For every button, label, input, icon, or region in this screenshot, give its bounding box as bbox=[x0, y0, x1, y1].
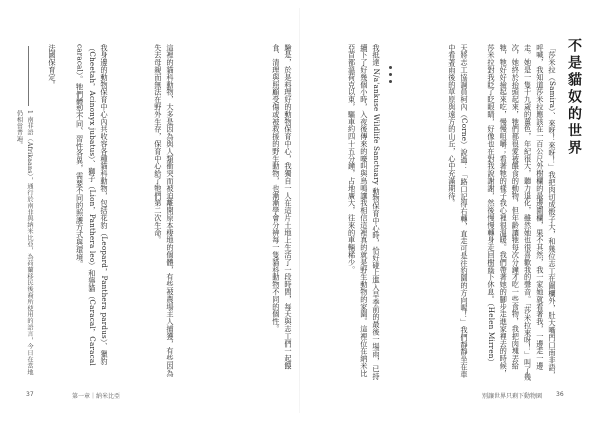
running-head: 別讓世界只剩下動物園 bbox=[482, 393, 543, 400]
paragraph: 我身邊的動物保育中心內共收容各種貓科動物，包括花豹（Leopard，Panthera pardus）、獵豹（Cheetah，Acinonyx jubatus）、獅子（Lion，Panthera leo）和獰貓（Caracal，Caracal caracal）。牠們體型不同、習性各異，需要不同的照護方式與環境。 bbox=[75, 44, 109, 366]
paragraph: 天將志工協調員柯內（Corne）說過：「路口記得右轉，直走可是往豹園的方向喔！」我們靜靜坐在車中看著雨後的草原與遠方的山丘，心中充滿期待。 bbox=[447, 44, 469, 378]
paragraph: 我抵達 N/a'ankuse Wildlife Sanctuary 動物保育中心時，恰好碰上進入旱季前的最後一場雨，已持續下了好幾個小時，入夜後傳來的嚎叫與鳥鳴讓我相信這裡真的就是野生動物的家園。這裡位在納米比亞首都溫荷克以東，驅車約四十五分鐘，占地廣大，往來的車輛稀少。 bbox=[347, 44, 381, 380]
gutter bbox=[299, 8, 300, 413]
paragraph: 「莎米拉（Samira）、來呀！來呀！」我把肉切成骰子大，和幾位志工在圍欄外，肚大嘴門口南非語，呼喊，我知道莎米拉應該在一百公尺外樹欄的最邊圍欄，果不其然，我一家她就看著我，一邊走一邊走。她是一隻十九歲的薑色，年紀很大，聽力退化，雖然她也很喜歡我的聲音。「莎米拉來呀！」叫了幾次，她終於抬頭起來，牠們都很愛被餵食的動物，但年齡讓牠每次分鐘才吃一些食物，我把肉塊丟給牠，牠好好撿起來吃，慢慢咀嚼；看著牠的樣子我心裡很溫暖。我們帶著她的腳步走進家裡去的時候，莎米拉對我眨了眨眼睛，好像也在對我說謝謝，然後慢慢轉身走回樹蔭下休息。（Helen Mirren） bbox=[486, 44, 557, 381]
chapter-title: 不是貓奴的世界 bbox=[566, 38, 582, 157]
page-number: 37 bbox=[26, 391, 34, 398]
footnote-rule bbox=[28, 46, 29, 106]
page-number: 36 bbox=[556, 391, 564, 398]
chapter-label: 第一章｜納米比亞 bbox=[72, 393, 121, 400]
footnote: 1 南非語（Afrikaans），通行於南非與納米比亞，為荷蘭移民後裔所使用的語言，今日在當地仍相當普遍。 bbox=[15, 110, 33, 376]
paragraph: 這裡的貓科動物，大多是因為與人類衝突而被迫離開原本棲地的個體，有些被農場主人捕獲，有些因為失去母親而無法在野外生存，保育中心給了牠們第二次生命。 bbox=[153, 44, 175, 377]
paragraph: 驗是，於是料理好的動物保育中心，我獨自一人在這片土地上生活了一段時間，每天與志工們一起餵食、清理與照顧受傷或被救援的野生動物，也漸漸學會分辨每一隻貓科動物不同的個性。 bbox=[271, 44, 293, 370]
paragraph: 法國保育定。 bbox=[48, 44, 57, 89]
